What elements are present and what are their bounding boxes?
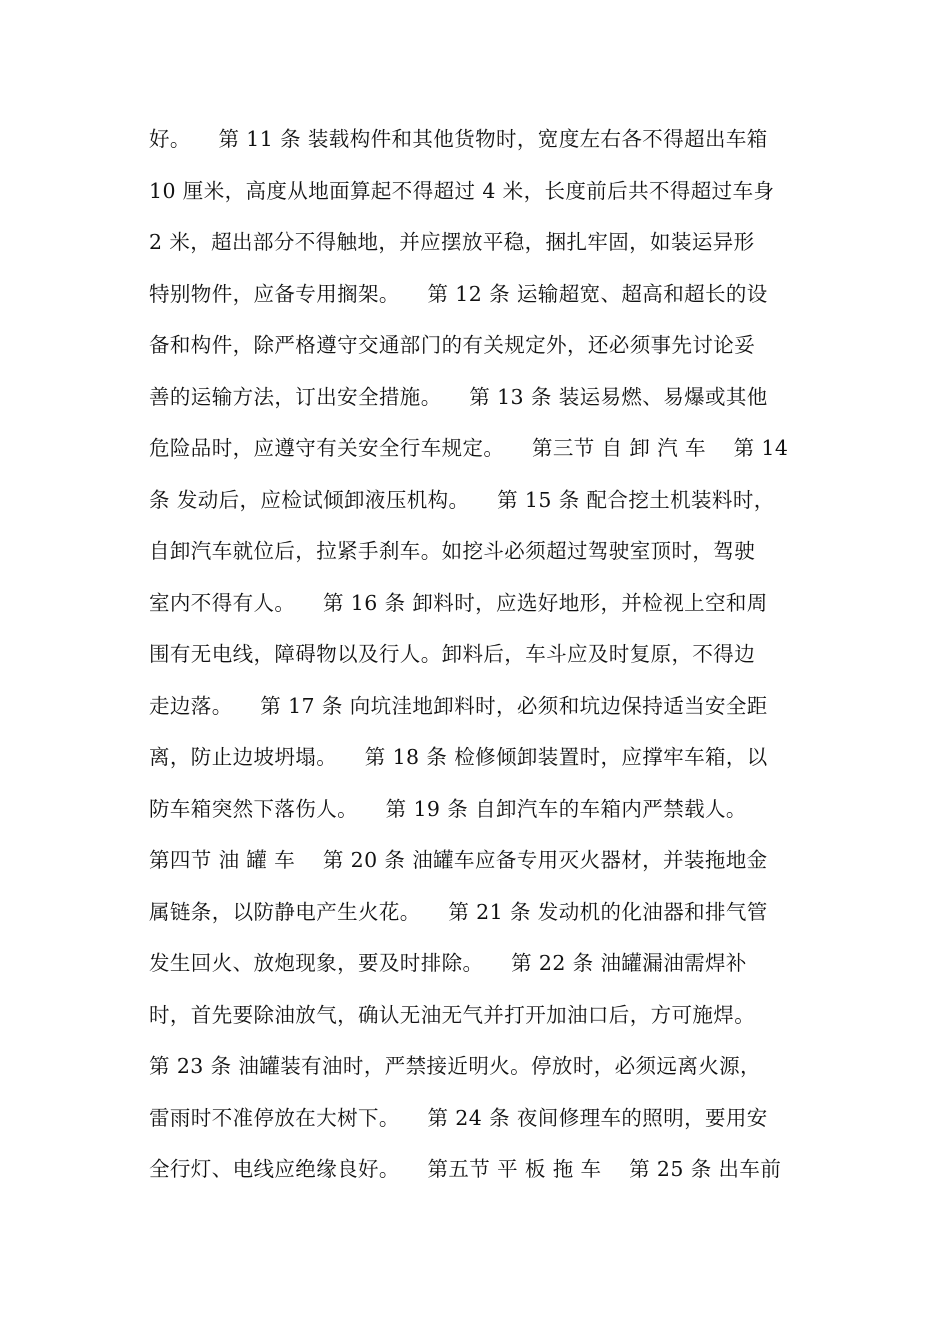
text-line: 室内不得有人。 第 16 条 卸料时，应选好地形，并检视上空和周 <box>149 590 768 615</box>
text-line: 特别物件，应备专用搁架。 第 12 条 运输超宽、超高和超长的设 <box>149 281 768 306</box>
text-line: 自卸汽车就位后，拉紧手刹车。如挖斗必须超过驾驶室顶时，驾驶 <box>149 539 756 563</box>
text-line: 条 发动后，应检试倾卸液压机构。 第 15 条 配合挖土机装料时， <box>149 487 775 512</box>
text-line: 10 厘米，高度从地面算起不得超过 4 米，长度前后共不得超过车身 <box>149 178 775 203</box>
text-line: 危险品时，应遵守有关安全行车规定。 第三节 自 卸 汽 车 第 14 <box>149 436 789 460</box>
text-line: 第 23 条 油罐装有油时，严禁接近明火。停放时，必须远离火源， <box>149 1054 761 1078</box>
text-line: 备和构件，除严格遵守交通部门的有关规定外，还必须事先讨论妥 <box>149 333 756 357</box>
text-line: 2 米，超出部分不得触地，并应摆放平稳，捆扎牢固，如装运异形 <box>149 230 755 254</box>
text-line: 时，首先要除油放气，确认无油无气并打开加油口后，方可施焊。 <box>149 1002 756 1027</box>
text-line: 善的运输方法，订出安全措施。 第 13 条 装运易燃、易爆或其他 <box>149 384 768 409</box>
text-line: 好。 第 11 条 装载构件和其他货物时，宽度左右各不得超出车箱 <box>149 127 768 151</box>
text-line: 雷雨时不准停放在大树下。 第 24 条 夜间修理车的照明，要用安 <box>149 1105 768 1130</box>
text-line: 全行灯、电线应绝缘良好。 第五节 平 板 拖 车 第 25 条 出车前 <box>149 1157 782 1181</box>
text-line: 防车箱突然下落伤人。 第 19 条 自卸汽车的车箱内严禁载人。 <box>149 796 747 821</box>
document-body <box>149 119 829 1201</box>
text-line: 围有无电线，障碍物以及行人。卸料后，车斗应及时复原，不得边 <box>149 642 756 666</box>
text-line: 发生回火、放炮现象，要及时排除。 第 22 条 油罐漏油需焊补 <box>149 951 747 975</box>
text-line: 离，防止边坡坍塌。 第 18 条 检修倾卸装置时，应撑牢车箱，以 <box>149 745 768 769</box>
text-line: 属链条，以防静电产生火花。 第 21 条 发动机的化油器和排气管 <box>149 899 768 924</box>
text-line: 走边落。 第 17 条 向坑洼地卸料时，必须和坑边保持适当安全距 <box>149 693 768 718</box>
text-line: 第四节 油 罐 车 第 20 条 油罐车应备专用灭火器材，并装拖地金 <box>149 848 768 872</box>
